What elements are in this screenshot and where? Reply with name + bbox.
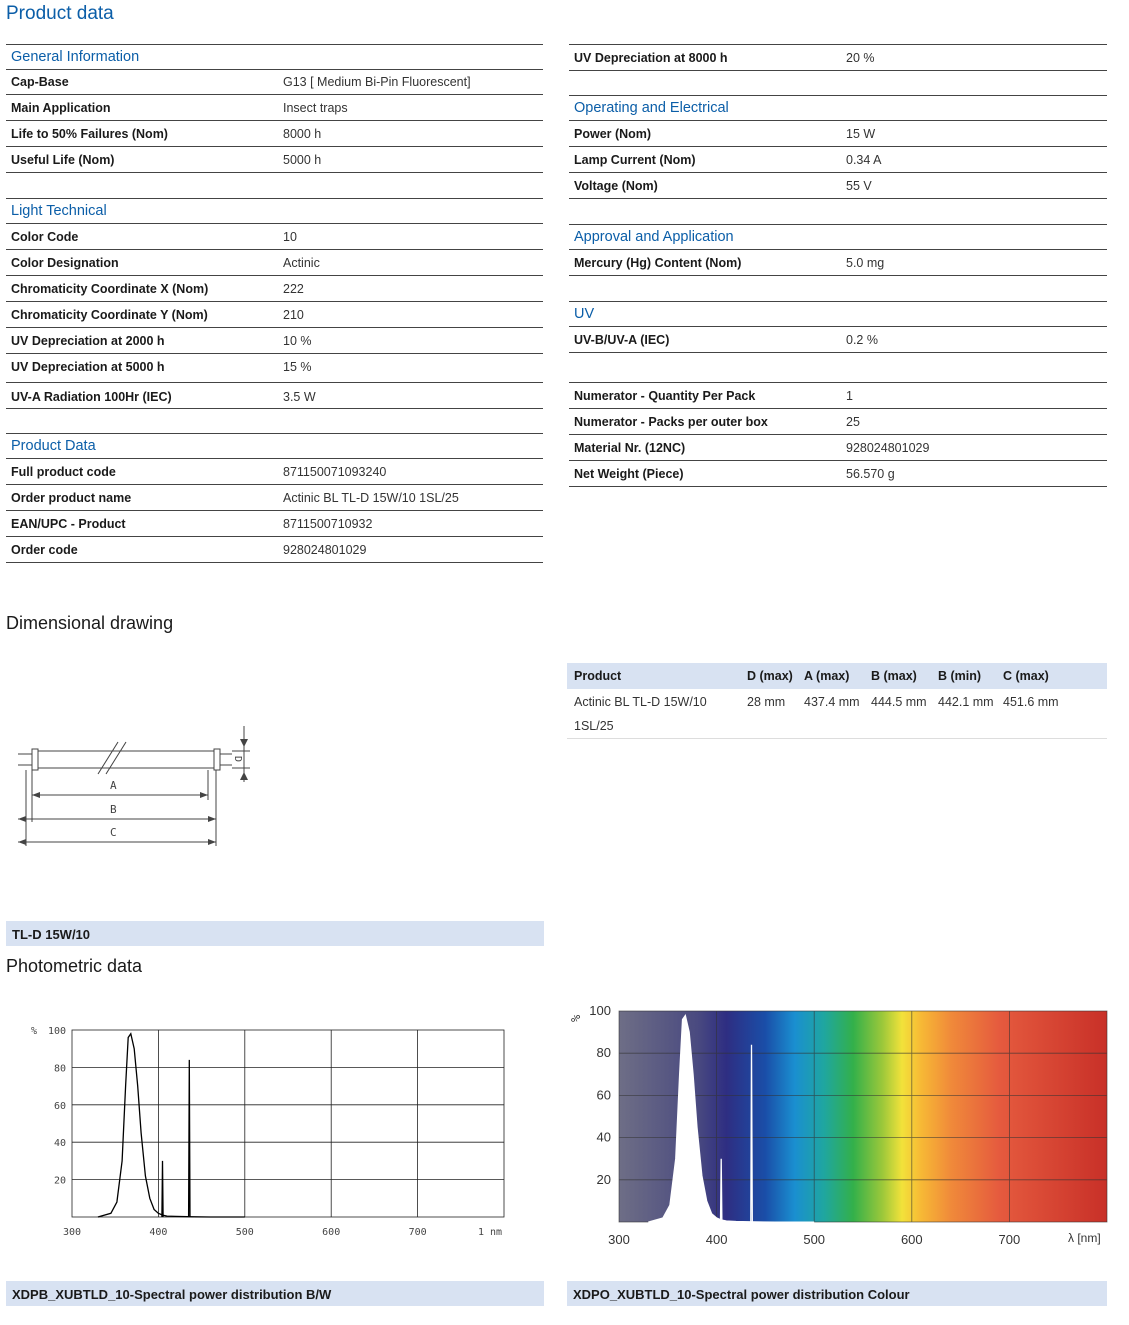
y-tick-label: 80 bbox=[596, 1045, 611, 1061]
x-tick-label: 700 bbox=[998, 1232, 1021, 1247]
left-spec-table bbox=[6, 44, 543, 564]
x-tick-label: 700 bbox=[408, 1227, 427, 1238]
y-tick-label: 100 bbox=[47, 1026, 66, 1037]
lamp-tube bbox=[38, 751, 214, 768]
spec-row: Order code 928024801029 bbox=[6, 537, 543, 563]
photometric-data-heading: Photometric data bbox=[6, 956, 143, 976]
spec-row: UV Depreciation at 2000 h 10 % bbox=[6, 328, 543, 354]
chart-colour-caption: XDPO_XUBTLD_10-Spectral power distribution Colour bbox=[567, 1281, 1107, 1306]
mercury-line-404 bbox=[162, 1161, 163, 1217]
mercury-line-436 bbox=[751, 1045, 753, 1222]
break-mark bbox=[106, 742, 126, 774]
table-spacer bbox=[569, 70, 1107, 96]
label-d: D bbox=[232, 756, 243, 763]
section-general-information: General Information bbox=[6, 44, 543, 70]
spec-row: Chromaticity Coordinate X (Nom) 222 bbox=[6, 276, 543, 302]
table-spacer bbox=[569, 199, 1107, 225]
chart-bw-caption: XDPB_XUBTLD_10-Spectral power distribution B/W bbox=[6, 1281, 544, 1306]
spec-row: Main Application Insect traps bbox=[6, 95, 543, 121]
spec-row: UV-B/UV-A (IEC) 0.2 % bbox=[569, 327, 1107, 353]
spec-row: UV Depreciation at 5000 h 15 % bbox=[6, 354, 543, 383]
spec-row: Mercury (Hg) Content (Nom) 5.0 mg bbox=[569, 250, 1107, 276]
y-tick-label: 40 bbox=[596, 1129, 611, 1145]
y-tick-label: 40 bbox=[53, 1138, 66, 1150]
table-spacer bbox=[6, 409, 543, 434]
x-unit-label: λ [nm] bbox=[1068, 1231, 1101, 1245]
section-approval-application: Approval and Application bbox=[569, 225, 1107, 250]
label-a: A bbox=[110, 779, 117, 792]
y-unit-label: % bbox=[569, 1014, 583, 1022]
mercury-line-436 bbox=[189, 1060, 190, 1217]
table-spacer bbox=[6, 173, 543, 199]
x-unit-label: 1 nm bbox=[478, 1227, 503, 1238]
spec-row: Useful Life (Nom) 5000 h bbox=[6, 147, 543, 173]
spec-row: Material Nr. (12NC) 928024801029 bbox=[569, 435, 1107, 461]
x-tick-label: 600 bbox=[322, 1227, 341, 1238]
spec-row: Order product name Actinic BL TL-D 15W/10 1SL/25 bbox=[6, 485, 543, 511]
x-tick-label: 600 bbox=[900, 1232, 923, 1247]
dimensional-drawing-heading: Dimensional drawing bbox=[6, 613, 174, 633]
y-tick-label: 20 bbox=[53, 1175, 66, 1187]
lamp-cap-right bbox=[214, 749, 220, 770]
spectral-chart-bw bbox=[6, 1020, 544, 1245]
spec-row: UV-A Radiation 100Hr (IEC) 3.5 W bbox=[6, 383, 543, 409]
y-tick-label: 100 bbox=[589, 1003, 611, 1018]
section-product-data: Product Data bbox=[6, 434, 543, 459]
lamp-cap-left bbox=[32, 749, 38, 770]
y-tick-label: 20 bbox=[596, 1171, 611, 1187]
break-mark bbox=[98, 742, 118, 774]
spec-row: Color Designation Actinic bbox=[6, 250, 543, 276]
spec-row: Chromaticity Coordinate Y (Nom) 210 bbox=[6, 302, 543, 328]
label-c: C bbox=[110, 826, 117, 839]
x-tick-label: 500 bbox=[235, 1227, 254, 1238]
x-tick-label: 400 bbox=[705, 1232, 728, 1247]
label-b: B bbox=[110, 803, 117, 816]
right-spec-table bbox=[569, 44, 1107, 489]
spec-row: EAN/UPC - Product 8711500710932 bbox=[6, 511, 543, 537]
dimension-table-row: Actinic BL TL-D 15W/10 1SL/25 28 mm 437.4 mm 444.5 mm 442.1 mm 451.6 mm bbox=[567, 689, 1107, 739]
table-spacer bbox=[569, 276, 1107, 302]
lamp-dimension-drawing bbox=[10, 722, 260, 852]
drawing-caption: TL-D 15W/10 bbox=[6, 921, 544, 946]
dimension-table-header: Product D (max) A (max) B (max) B (min) C (max) bbox=[567, 663, 1107, 689]
x-tick-label: 400 bbox=[149, 1227, 168, 1238]
plot-frame bbox=[72, 1030, 504, 1217]
spec-row: Life to 50% Failures (Nom) 8000 h bbox=[6, 121, 543, 147]
spec-row: Color Code 10 bbox=[6, 224, 543, 250]
spec-row: Net Weight (Piece) 56.570 g bbox=[569, 461, 1107, 487]
y-unit-label: % bbox=[31, 1026, 38, 1037]
spec-row: Numerator - Packs per outer box 25 bbox=[569, 409, 1107, 435]
spec-row: Voltage (Nom) 55 V bbox=[569, 173, 1107, 199]
mercury-line-404 bbox=[721, 1159, 722, 1222]
page-title: Product data bbox=[6, 3, 114, 24]
y-tick-label: 60 bbox=[53, 1100, 66, 1112]
section-light-technical: Light Technical bbox=[6, 199, 543, 224]
spectral-chart-colour bbox=[566, 1000, 1111, 1252]
spec-row: Numerator - Quantity Per Pack 1 bbox=[569, 383, 1107, 409]
y-tick-label: 80 bbox=[53, 1063, 66, 1075]
spec-row: Power (Nom) 15 W bbox=[569, 121, 1107, 147]
spec-row: Lamp Current (Nom) 0.34 A bbox=[569, 147, 1107, 173]
spectral-curve bbox=[98, 1034, 245, 1217]
spec-row: UV Depreciation at 8000 h 20 % bbox=[569, 44, 1107, 71]
x-tick-label: 300 bbox=[62, 1227, 82, 1238]
y-tick-label: 60 bbox=[596, 1087, 611, 1103]
section-uv: UV bbox=[569, 302, 1107, 327]
table-spacer bbox=[569, 353, 1107, 383]
x-tick-label: 500 bbox=[803, 1232, 826, 1247]
x-tick-label: 300 bbox=[608, 1232, 630, 1247]
spec-row: Cap-Base G13 [ Medium Bi-Pin Fluorescent] bbox=[6, 69, 543, 95]
section-operating-electrical: Operating and Electrical bbox=[569, 96, 1107, 121]
spec-row: Full product code 871150071093240 bbox=[6, 459, 543, 485]
